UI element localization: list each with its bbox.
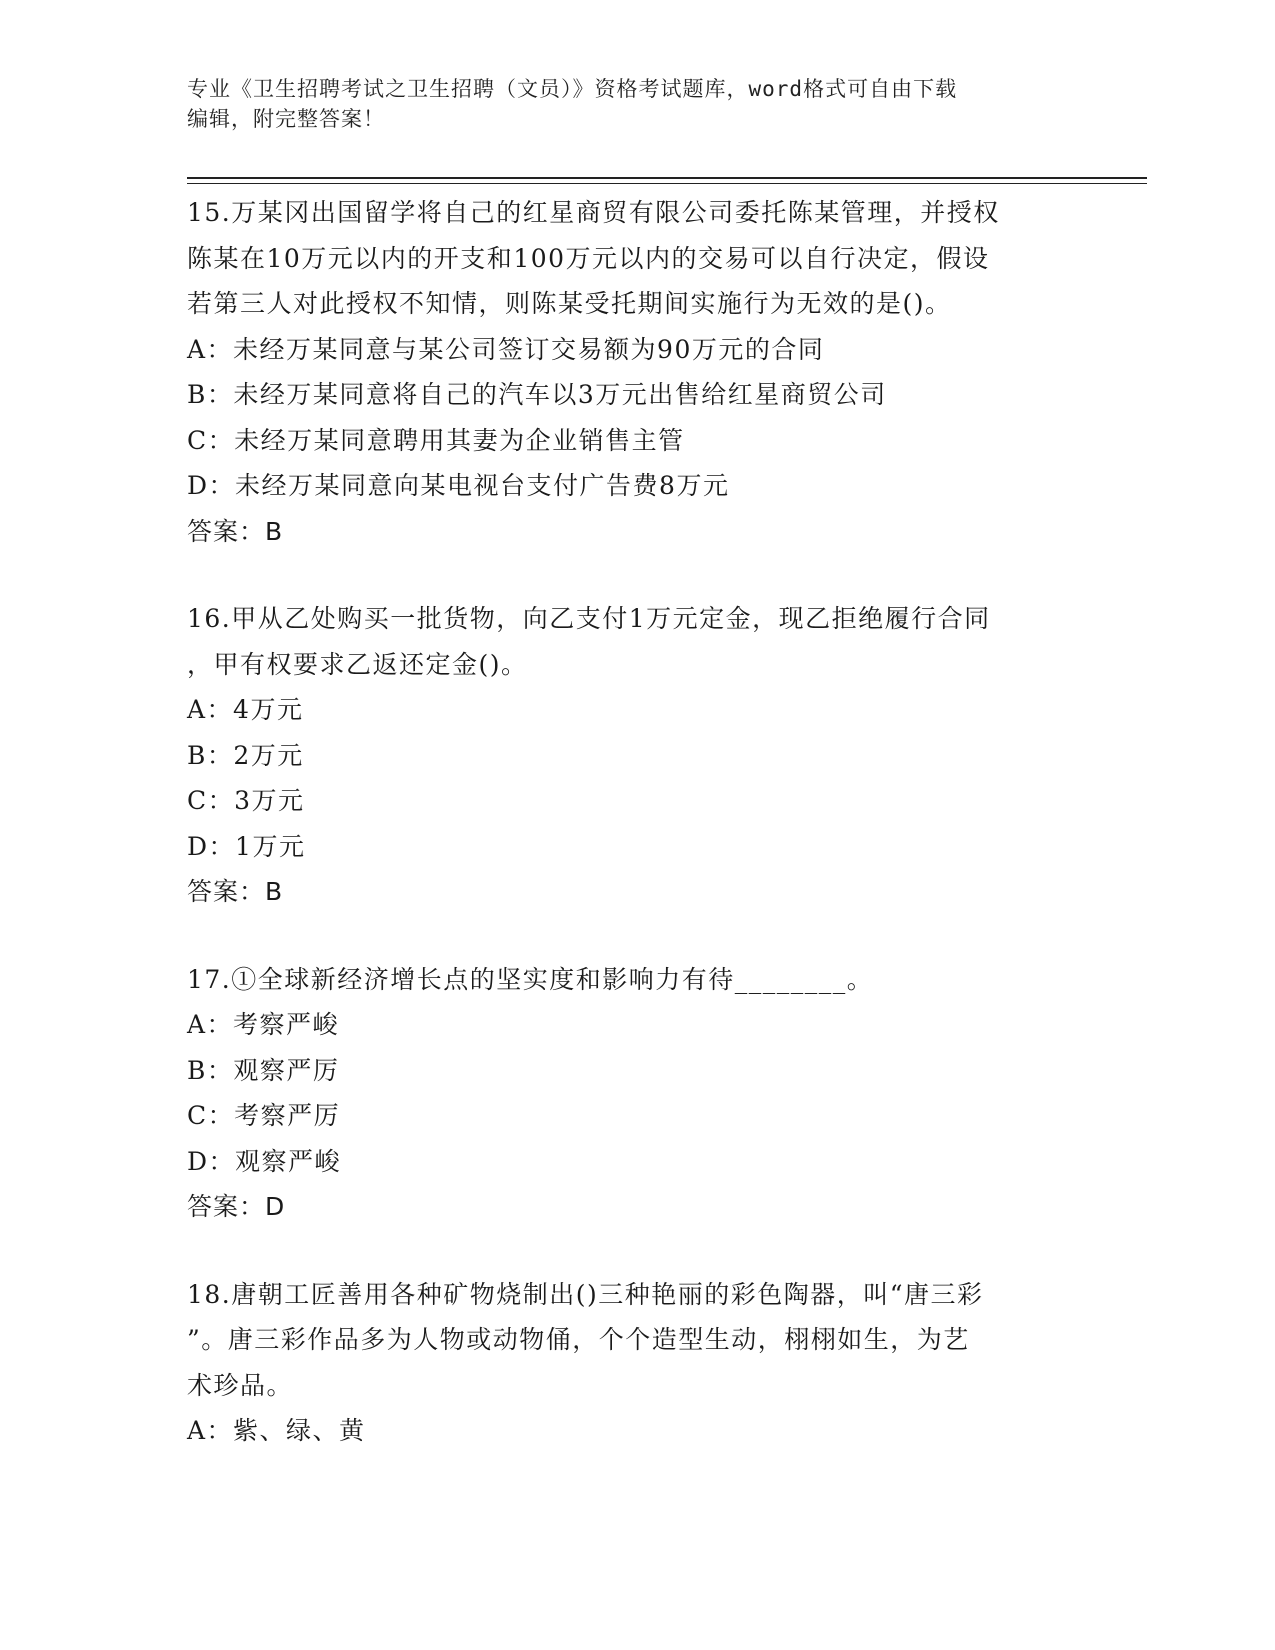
question-16 [187,596,1087,915]
question-stem-line: 17.①全球新经济增长点的坚实度和影响力有待________。 [187,964,874,994]
question-list [187,190,1087,1496]
question-stem-line: 若第三人对此授权不知情，则陈某受托期间实施行为无效的是()。 [187,289,952,318]
question-stem-line: ”。唐三彩作品多为人物或动物俑，个个造型生动，栩栩如生，为艺 [187,1325,970,1354]
option-d: D：未经万某同意向某电视台支付广告费8万元 [187,471,730,500]
question-stem-line: 陈某在10万元以内的开支和100万元以内的交易可以自行决定，假设 [187,243,990,273]
question-stem-line: ，甲有权要求乙返还定金()。 [187,649,528,679]
option-a: A：未经万某同意与某公司签订交易额为90万元的合同 [187,334,825,364]
header-divider-thick [187,177,1147,179]
header-line-1: 专业《卫生招聘考试之卫生招聘（文员）》资格考试题库，word格式可自由下载 [187,77,958,101]
question-17 [187,957,1087,1230]
option-d: D：1万元 [187,831,306,861]
answer-line: 答案：B [187,516,284,546]
question-15 [187,190,1087,554]
option-d: D：观察严峻 [187,1146,342,1176]
option-a: A：紫、绿、黄 [187,1416,366,1445]
option-b: B：2万元 [187,740,304,770]
option-c: C：未经万某同意聘用其妻为企业销售主管 [187,425,685,455]
question-stem-line: 16.甲从乙处购买一批货物，向乙支付1万元定金，现乙拒绝履行合同 [187,604,991,633]
answer-line: 答案：D [187,1192,286,1221]
option-a: A：4万元 [187,695,304,724]
header-line-2: 编辑，附完整答案！ [187,107,385,131]
option-a: A：考察严峻 [187,1010,340,1039]
option-c: C：考察严厉 [187,1101,341,1130]
question-stem-line: 18.唐朝工匠善用各种矿物烧制出()三种艳丽的彩色陶器，叫“唐三彩 [187,1279,984,1309]
document-header [187,74,1077,134]
question-stem-line: 术珍品。 [187,1370,294,1400]
header-divider-thin [187,183,1147,184]
option-b: B：未经万某同意将自己的汽车以3万元出售给红星商贸公司 [187,380,887,409]
answer-line: 答案：B [187,877,284,906]
question-stem-line: 15.万某冈出国留学将自己的红星商贸有限公司委托陈某管理，并授权 [187,198,1000,227]
option-b: B：观察严厉 [187,1055,340,1085]
option-c: C：3万元 [187,786,305,815]
question-18 [187,1272,1087,1454]
